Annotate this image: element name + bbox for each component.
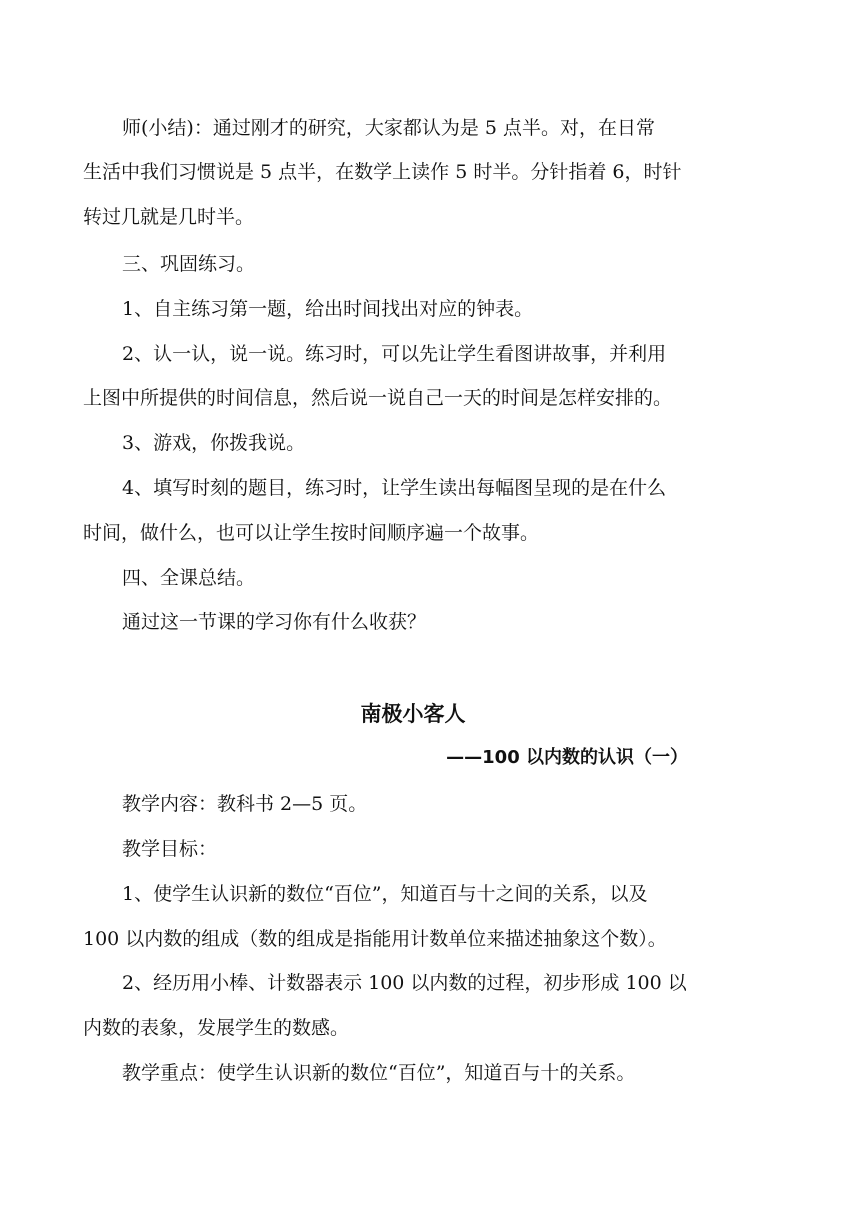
practice-item-2-line-2: 上图中所提供的时间信息，然后说一说自己一天的时间是怎样安排的。 (83, 387, 673, 409)
lesson-subtitle: ——100 以内数的认识（一） (446, 747, 688, 768)
summary-question: 通过这一节课的学习你有什么收获？ (122, 611, 427, 633)
teaching-content: 教学内容：教科书 2—5 页。 (122, 793, 368, 815)
summary-line-3: 转过几就是几时半。 (83, 206, 255, 228)
practice-item-3: 3、游戏，你拨我说。 (122, 432, 306, 454)
teaching-focus: 教学重点：使学生认识新的数位“百位”，知道百与十的关系。 (122, 1062, 636, 1084)
practice-item-2-line-1: 2、认一认，说一说。练习时，可以先让学生看图讲故事，并利用 (122, 343, 667, 365)
section-heading-summary: 四、全课总结。 (122, 567, 256, 589)
section-heading-practice: 三、巩固练习。 (122, 253, 256, 275)
summary-line-1: 师(小结)：通过刚才的研究，大家都认为是 5 点半。对，在日常 (122, 117, 655, 139)
practice-item-4-line-2: 时间，做什么，也可以让学生按时间顺序遍一个故事。 (83, 522, 540, 544)
goal-1-line-1: 1、使学生认识新的数位“百位”，知道百与十之间的关系，以及 (122, 883, 648, 905)
summary-line-2: 生活中我们习惯说是 5 点半，在数学上读作 5 时半。分针指着 6，时针 (83, 161, 682, 183)
goal-2-line-2: 内数的表象，发展学生的数感。 (83, 1017, 350, 1039)
practice-item-1: 1、自主练习第一题，给出时间找出对应的钟表。 (122, 298, 534, 320)
practice-item-4-line-1: 4、填写时刻的题目，练习时，让学生读出每幅图呈现的是在什么 (122, 477, 667, 499)
goal-2-line-1: 2、经历用小棒、计数器表示 100 以内数的过程，初步形成 100 以 (122, 972, 687, 994)
teaching-goals-heading: 教学目标： (122, 838, 218, 860)
goal-1-line-2: 100 以内数的组成（数的组成是指能用计数单位来描述抽象这个数）。 (83, 928, 667, 950)
lesson-title: 南极小客人 (360, 702, 466, 726)
